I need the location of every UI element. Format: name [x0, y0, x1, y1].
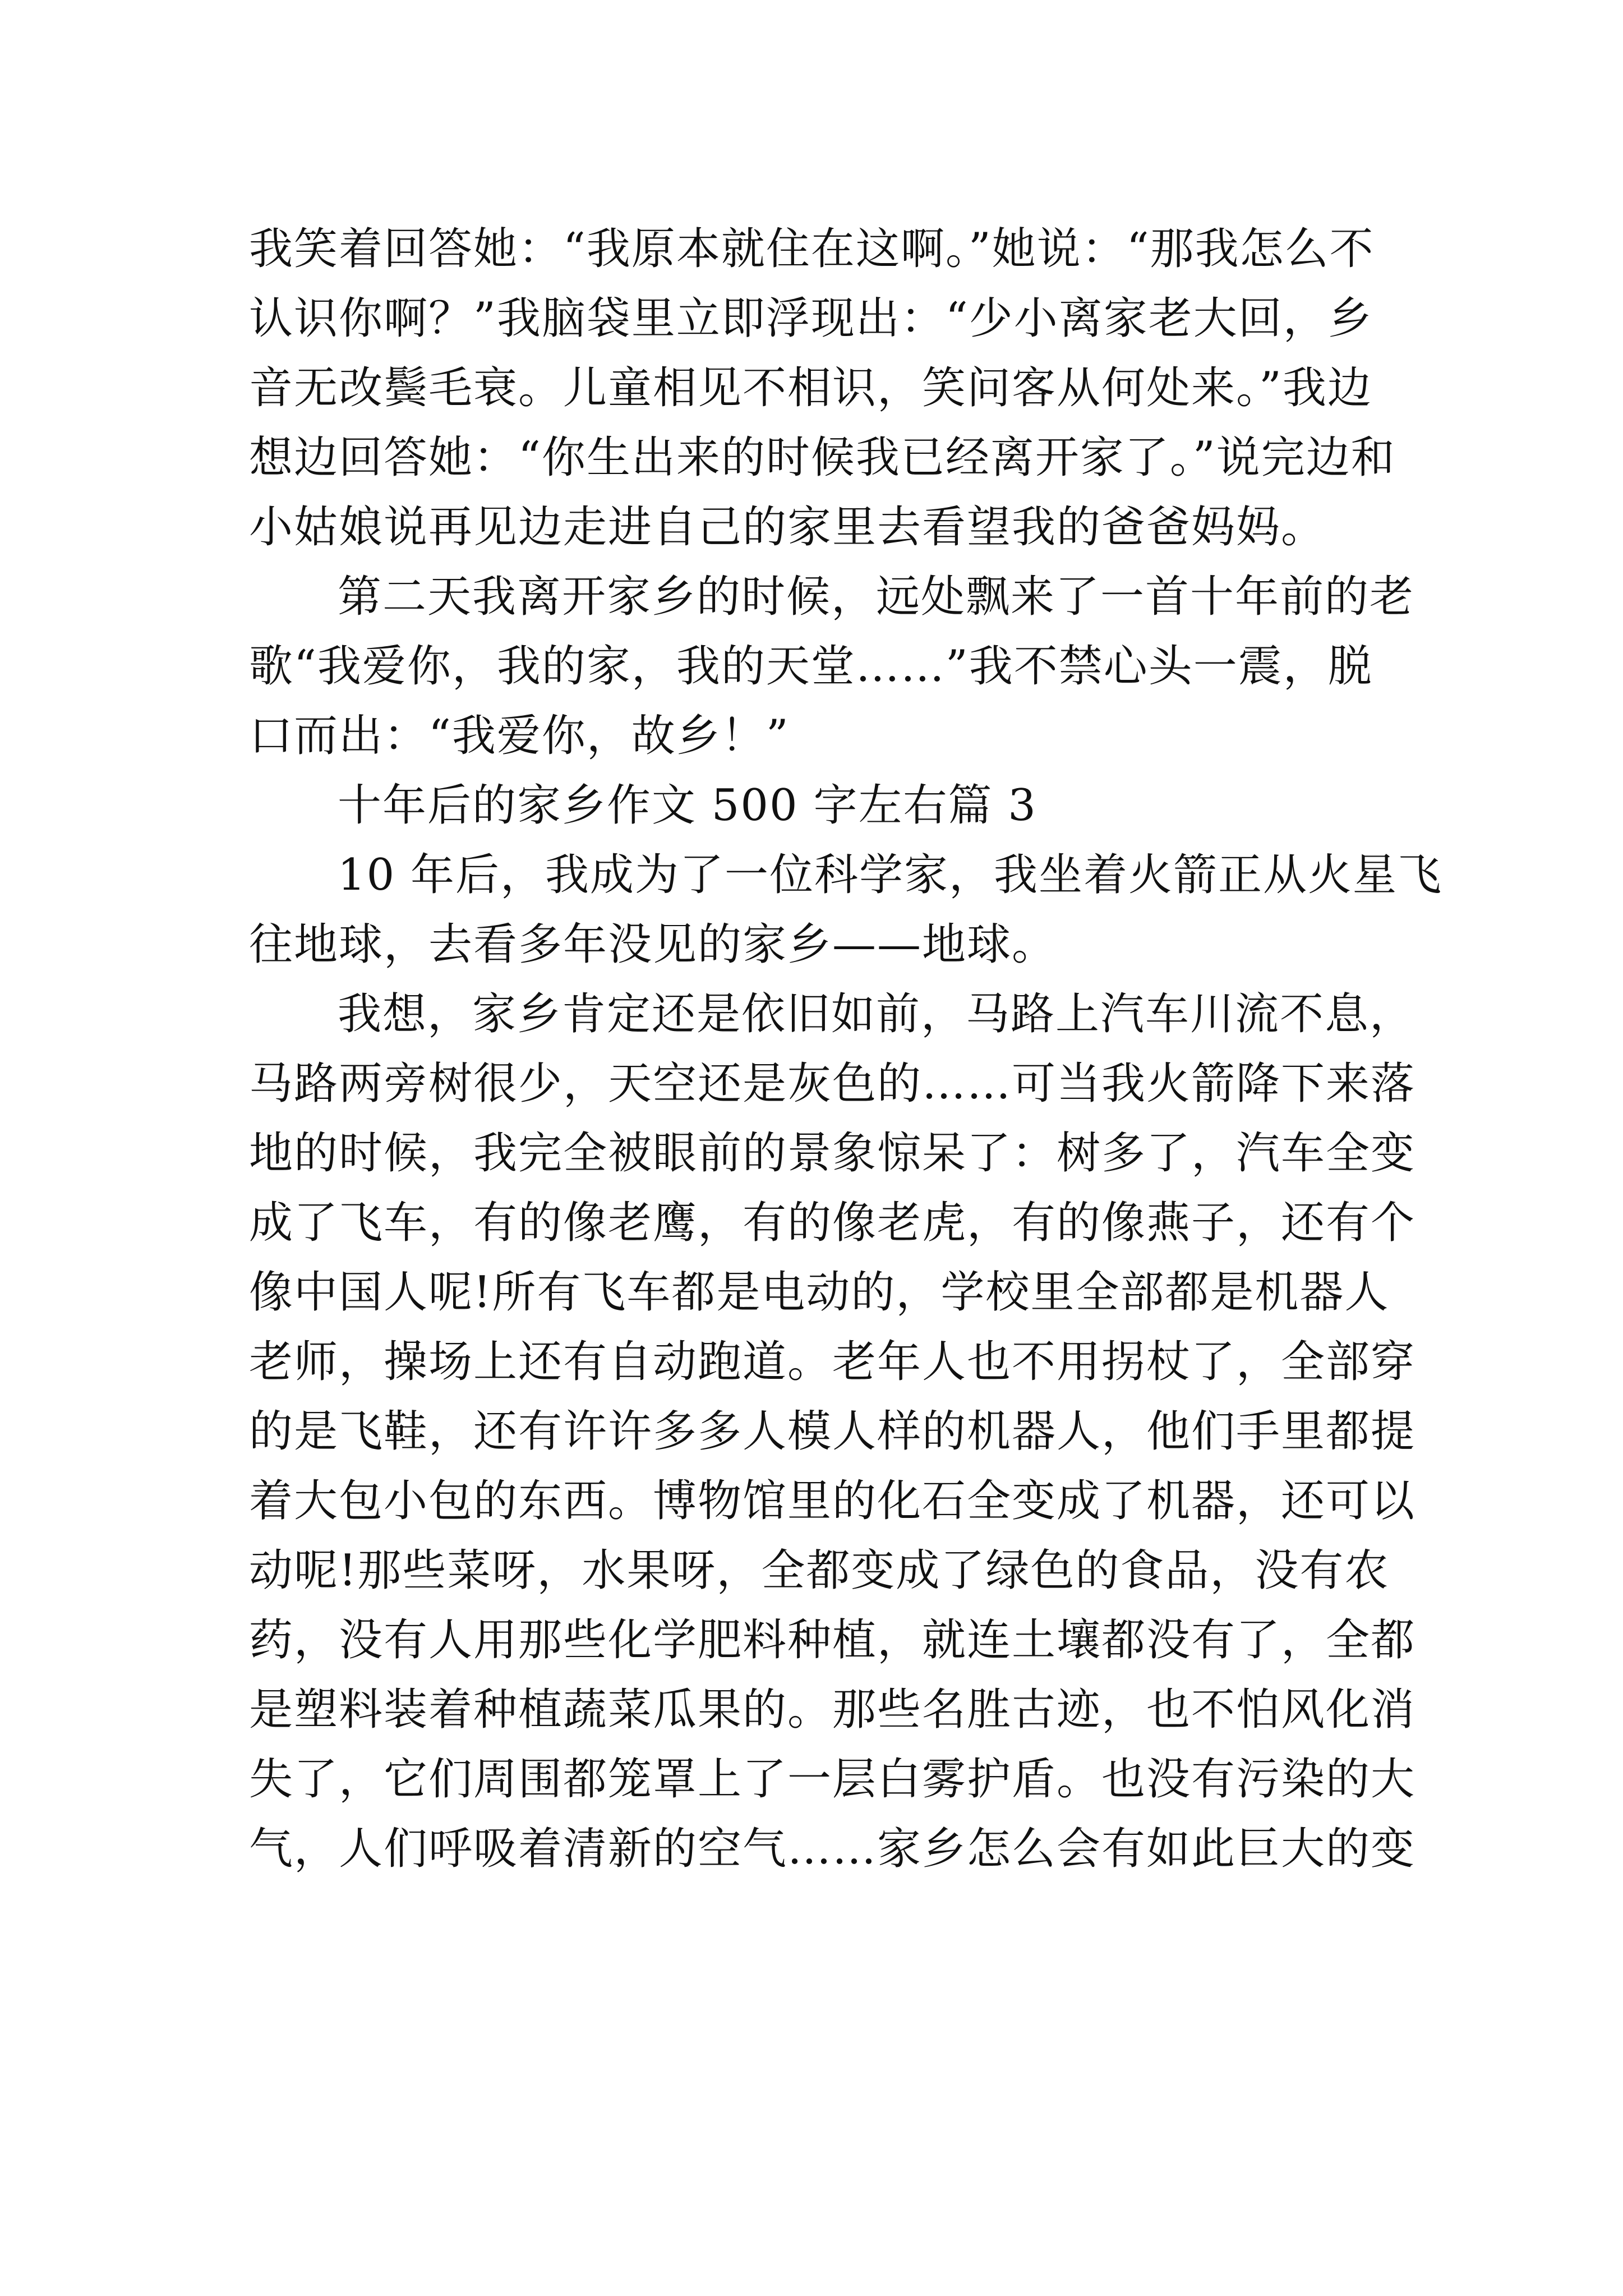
text-line: 想边回答她：“你生出来的时候我已经离开家了。”说完边和	[249, 432, 1396, 483]
text-line: 马路两旁树很少，天空还是灰色的……可当我火箭降下来落	[249, 1059, 1416, 1109]
paragraph-start-line: 10 年后，我成为了一位科学家，我坐着火箭正从火星飞	[338, 850, 1443, 900]
text-line: 我笑着回答她：“我原本就住在这啊。”她说：“那我怎么不	[249, 224, 1375, 274]
text-line: 像中国人呢!所有飞车都是电动的，学校里全部都是机器人	[249, 1267, 1390, 1318]
text-line: 成了飞车，有的像老鹰，有的像老虎，有的像燕子，还有个	[249, 1198, 1416, 1248]
text-line: 动呢!那些菜呀，水果呀，全都变成了绿色的食品，没有农	[249, 1545, 1390, 1596]
essay-text	[249, 214, 1443, 1884]
paragraph-start-line: 我想，家乡肯定还是依旧如前，马路上汽车川流不息，	[338, 989, 1415, 1039]
text-line: 音无改鬓毛衰。儿童相见不相识，笑问客从何处来。”我边	[249, 363, 1372, 413]
text-line: 的是飞鞋，还有许许多多人模人样的机器人，他们手里都提	[249, 1406, 1416, 1457]
text-line: 药，没有人用那些化学肥料种植，就连土壤都没有了，全都	[249, 1615, 1416, 1665]
section-heading: 十年后的家乡作文 500 字左右篇 3	[338, 780, 1037, 831]
text-line: 老师，操场上还有自动跑道。老年人也不用拐杖了，全部穿	[249, 1337, 1416, 1387]
text-line: 小姑娘说再见边走进自己的家里去看望我的爸爸妈妈。	[249, 502, 1326, 553]
text-line: 认识你啊？”我脑袋里立即浮现出：“少小离家老大回，乡	[249, 293, 1373, 344]
text-line: 往地球，去看多年没见的家乡——地球。	[249, 919, 1057, 970]
text-line: 口而出：“我爱你，故乡！”	[249, 711, 790, 761]
text-line: 失了，它们周围都笼罩上了一层白雾护盾。也没有污染的大	[249, 1754, 1416, 1805]
text-line: 是塑料装着种植蔬菜瓜果的。那些名胜古迹，也不怕风化消	[249, 1685, 1416, 1735]
paragraph-start-line: 第二天我离开家乡的时候，远处飘来了一首十年前的老	[338, 572, 1415, 622]
text-line: 着大包小包的东西。博物馆里的化石全变成了机器，还可以	[249, 1476, 1416, 1526]
text-line: 地的时候，我完全被眼前的景象惊呆了：树多了，汽车全变	[249, 1128, 1416, 1179]
text-line: 气，人们呼吸着清新的空气……家乡怎么会有如此巨大的变	[249, 1824, 1416, 1874]
text-line: 歌“我爱你，我的家，我的天堂……”我不禁心头一震，脱	[249, 641, 1373, 692]
